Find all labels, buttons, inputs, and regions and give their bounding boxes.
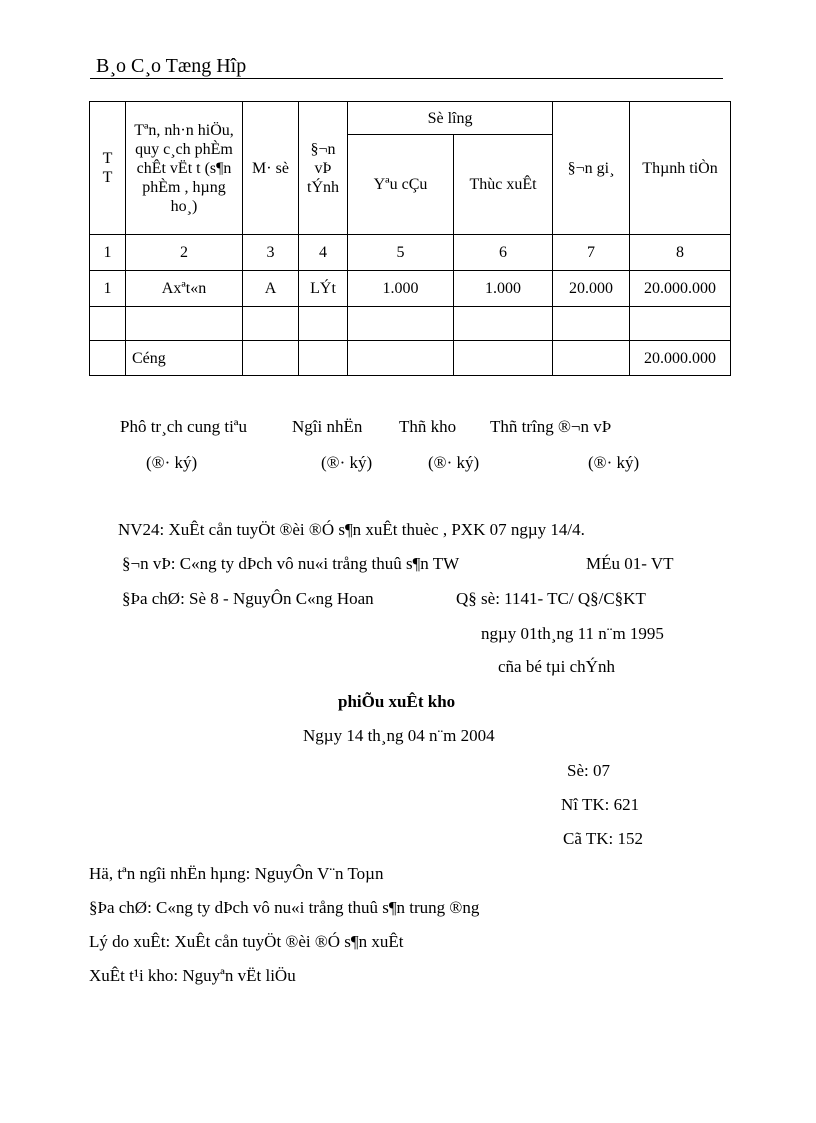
- sig-note: (®· ký): [321, 453, 373, 472]
- col-number: 5: [348, 235, 454, 271]
- col-name-header: Tªn, nh·n hiÖu, quy c¸ch phÈm chÊt vËt t (s¶n phÈm , hµng ho¸): [126, 102, 243, 235]
- warehouse-line: XuÊt t¹i kho: Nguyªn vËt liÖu: [89, 966, 296, 985]
- col-tt-header: T T: [90, 102, 126, 235]
- col-number: 6: [454, 235, 553, 271]
- table-row: [90, 271, 731, 307]
- sig-note: (®· ký): [428, 453, 480, 472]
- col-req-header: Yªu cÇu: [348, 135, 454, 235]
- cell-name: Axªt«n: [126, 271, 243, 307]
- sig-note: (®· ký): [588, 453, 640, 472]
- cell-req: 1.000: [348, 271, 454, 307]
- cell-amount: 20.000.000: [630, 271, 731, 307]
- unit-line: §¬n vÞ: C«ng ty dÞch vô nu«i trång thuû s¶n TW: [122, 554, 460, 573]
- nv24-entry: NV24: XuÊt cån tuyÖt ®èi ®Ó s¶n xuÊt thuèc , PXK 07 ngµy 14/4.: [118, 520, 585, 539]
- col-number: 1: [90, 235, 126, 271]
- cell-tt: 1: [90, 271, 126, 307]
- material-table: [89, 101, 731, 376]
- col-number: 7: [553, 235, 630, 271]
- sig-role-receiver: Ngîi nhËn: [292, 417, 363, 436]
- sig-role-supply: Phô tr¸ch cung tiªu: [120, 417, 247, 436]
- cell-ms: A: [243, 271, 299, 307]
- col-number: 3: [243, 235, 299, 271]
- col-number: 4: [299, 235, 348, 271]
- decision-number: Q§ sè: 1141- TC/ Q§/C§KT: [456, 589, 646, 608]
- decision-issuer: cña bé tµi chÝnh: [498, 657, 615, 676]
- col-actual-header: Thùc xuÊt: [454, 135, 553, 235]
- receiver-address: §Þa chØ: C«ng ty dÞch vô nu«i trång thuû s¶n trung ®ng: [89, 898, 480, 917]
- page-header-title: B¸o C¸o Tæng Hîp: [96, 55, 247, 77]
- sig-role-storekeeper: Thñ kho: [399, 417, 457, 436]
- col-ms-header: M· sè: [243, 102, 299, 235]
- total-label: Céng: [126, 341, 243, 376]
- col-qty-header: Sè lîng: [348, 102, 553, 135]
- issue-reason: Lý do xuÊt: XuÊt cån tuyÖt ®èi ®Ó s¶n xuÊt: [89, 932, 404, 951]
- cell-unit: LÝt: [299, 271, 348, 307]
- receiver-name: Hä, tªn ngîi nhËn hµng: NguyÔn V¨n Toµn: [89, 864, 384, 883]
- debit-account: Nî TK: 621: [561, 795, 640, 814]
- doc-title: phiÕu xuÊt kho: [338, 692, 456, 711]
- cell-price: 20.000: [553, 271, 630, 307]
- total-amount: 20.000.000: [630, 341, 731, 376]
- col-price-header: §¬n gi¸: [553, 102, 630, 235]
- cell-actual: 1.000: [454, 271, 553, 307]
- total-row: [90, 341, 731, 376]
- decision-date: ngµy 01th¸ng 11 n¨m 1995: [481, 624, 664, 643]
- col-number: 2: [126, 235, 243, 271]
- sig-role-head: Thñ trîng ®¬n vÞ: [490, 417, 612, 436]
- credit-account: Cã TK: 152: [563, 829, 643, 848]
- empty-row: [90, 307, 731, 341]
- col-number: 8: [630, 235, 731, 271]
- col-amount-header: Thµnh tiÒn: [630, 102, 731, 235]
- sig-note: (®· ký): [146, 453, 198, 472]
- form-number: MÉu 01- VT: [586, 554, 674, 573]
- doc-number: Sè: 07: [567, 761, 610, 780]
- col-unit-header: §¬n vÞ tÝnh: [299, 102, 348, 235]
- header-rule: [90, 78, 723, 79]
- address-line: §Þa chØ: Sè 8 - NguyÔn C«ng Hoan: [122, 589, 374, 608]
- doc-date: Ngµy 14 th¸ng 04 n¨m 2004: [303, 726, 495, 745]
